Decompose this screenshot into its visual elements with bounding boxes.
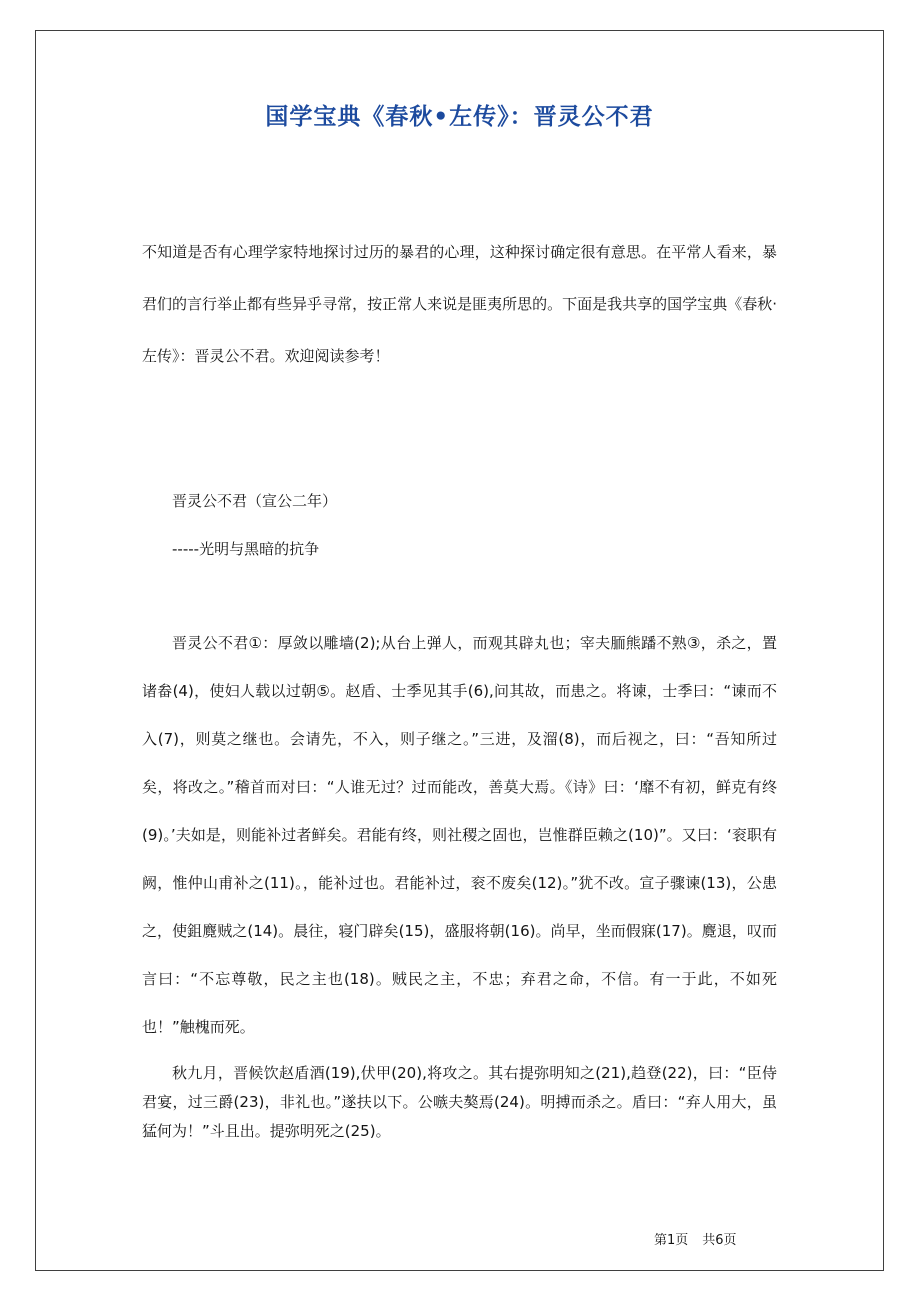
- document-content: [36, 31, 883, 1146]
- paragraph-subtitle: 晋灵公不君（宣公二年）: [172, 492, 338, 510]
- document-page: [35, 30, 884, 1271]
- document-title: 国学宝典《春秋•左传》：晋灵公不君: [265, 104, 654, 130]
- paragraph-main-text: 晋灵公不君①：厚敛以雕墙(2);从台上弹人，而观其辟丸也；宰夫胹熊蹯不熟③，杀之，置诸畚(4)，使妇人载以过朝⑤。赵盾、士季见其手(6),问其故，而患之。将谏，士季曰：“谏而不入(7)，则莫之继也。会请先，不入，则子继之。”三进，及溜(8)，而后视之，曰：“吾知所过矣，将改之。”稽首而对曰：“人谁无过？过而能改，善莫大焉。《诗》曰：‘靡不有初，鲜克有终(9)。’夫如是，则能补过者鲜矣。君能有终，则社稷之固也，岂惟群臣赖之(10)”。又曰：‘衮职有阙，惟仲山甫补之(11)。，能补过也。君能补过，衮不废矣(12)。”犹不改。宣子骤谏(13)，公患之，使鉏麑贼之(14)。晨往，寝门辟矣(15)，盛服将朝(16)。尚早，坐而假寐(17)。麑退，叹而言曰：“不忘尊敬，民之主也(18)。贼民之主，不忠；弃君之命，不信。有一于此，不如死也！”触槐而死。: [142, 634, 777, 1036]
- footer-page-number: 第1页: [654, 1233, 689, 1248]
- paragraph-subtitle-dashes: -----光明与黑暗的抗争: [172, 540, 320, 558]
- footer-page-total: 共6页: [702, 1233, 737, 1248]
- page-footer: [654, 1229, 737, 1248]
- paragraph-autumn: 秋九月，晋候饮赵盾酒(19),伏甲(20),将攻之。其右提弥明知之(21),趋登(22)，曰：“臣侍君宴，过三爵(23)，非礼也。”遂扶以下。公嗾夫獒焉(24)。明搏而杀之。盾曰：“弃人用大，虽猛何为！”斗且出。提弥明死之(25)。: [142, 1064, 777, 1140]
- paragraph-intro: 不知道是否有心理学家特地探讨过历的暴君的心理，这种探讨确定很有意思。在平常人看来，暴君们的言行举止都有些异乎寻常，按正常人来说是匪夷所思的。下面是我共享的国学宝典《春秋·左传》：晋灵公不君。欢迎阅读参考！: [142, 243, 777, 365]
